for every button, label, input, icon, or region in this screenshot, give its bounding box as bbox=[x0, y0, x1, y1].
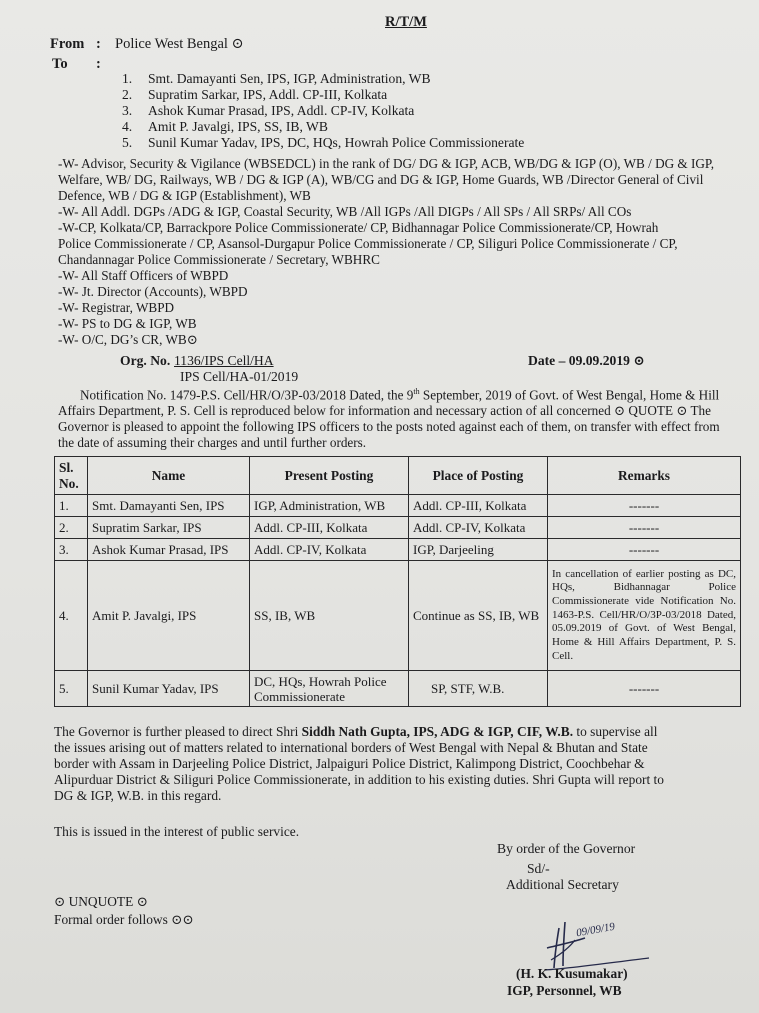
directive-line-3: border with Assam in Darjeeling Police District, Jalpaiguri Police District, Kalimpong District, Coochbehar & bbox=[54, 756, 645, 771]
cell-present: IGP, Administration, WB bbox=[250, 495, 409, 517]
copy-block-2: -W- All Addl. DGPs /ADG & IGP, Coastal Security, WB /All IGPs /All DIGPs / All SPs / All SRPs/ All COs bbox=[58, 204, 632, 219]
from-label: From bbox=[50, 36, 85, 52]
by-order-line: By order of the Governor bbox=[497, 841, 636, 856]
cell-present: DC, HQs, Howrah Police Commissionerate bbox=[250, 671, 409, 707]
table-row bbox=[55, 671, 741, 707]
cell-remarks: In cancellation of earlier posting as DC, HQs, Bidhannagar Police Commissionerate vide Notification No. 1463-P.S. Cell/HR/O/3P-03/2018 Dated, 05.09.2019 of Govt. of West Bengal, Home & Hill Affairs Department, P. S. Cell. bbox=[548, 561, 741, 671]
recipient-3: 3. Ashok Kumar Prasad, IPS, Addl. CP-IV, Kolkata bbox=[122, 103, 415, 118]
cell-name: Smt. Damayanti Sen, IPS bbox=[88, 495, 250, 517]
copy-oc-dgcr: -W- O/C, DG’s CR, WB⊙ bbox=[58, 332, 198, 347]
copy-block-3-line-2: Police Commissionerate / CP, Asansol-Durgapur Police Commissionerate / CP, Siliguri Police Commissionerate / CP, bbox=[58, 236, 678, 251]
additional-secretary-line: Additional Secretary bbox=[506, 877, 619, 892]
recipient-2: 2. Supratim Sarkar, IPS, Addl. CP-III, Kolkata bbox=[122, 87, 388, 102]
notification-line-1: Notification No. 1479-P.S. Cell/HR/O/3P-03/2018 Dated, the 9th September, 2019 of Govt. of West Bengal, Home & Hill bbox=[80, 387, 720, 403]
copy-block-1-line-2: Welfare, WB/ DG, Railways, WB / DG & IGP (A), WB/CG and DG & IGP, Home Guards, WB /Director General of Civil bbox=[58, 172, 704, 187]
cell-present: SS, IB, WB bbox=[250, 561, 409, 671]
cell-place: Addl. CP-IV, Kolkata bbox=[409, 517, 548, 539]
cell-remarks: ------- bbox=[548, 495, 741, 517]
org-no-primary: 1136/IPS Cell/HA bbox=[174, 353, 274, 368]
copy-jt-director: -W- Jt. Director (Accounts), WBPD bbox=[58, 284, 248, 299]
cell-remarks: ------- bbox=[548, 539, 741, 561]
directive-line-5: DG & IGP, W.B. in this regard. bbox=[54, 788, 222, 803]
copy-block-1-line-3: Defence, WB / DG & IGP (Establishment), WB bbox=[58, 188, 311, 203]
unquote-line: ⊙ UNQUOTE ⊙ bbox=[54, 894, 148, 909]
notification-line-3: Governor is pleased to appoint the following IPS officers to the posts noted against each of them, on transfer with effect from bbox=[58, 419, 720, 434]
copy-block-3-line-1: -W-CP, Kolkata/CP, Barrackpore Police Commissionerate/ CP, Bidhannagar Police Commissionerate/CP, Howrah bbox=[58, 220, 659, 235]
directive-line-4: Alipurduar District & Siliguri Police Commissionerate, in addition to his existing duties. Shri Gupta will report to bbox=[54, 772, 664, 787]
from-value: Police West Bengal ⊙ bbox=[115, 36, 244, 52]
cell-sl: 5. bbox=[55, 671, 88, 707]
signatory-name: (H. K. Kusumakar) bbox=[516, 966, 628, 981]
org-date: Date – 09.09.2019 ⊙ bbox=[528, 353, 645, 368]
copy-staff-officers: -W- All Staff Officers of WBPD bbox=[58, 268, 229, 283]
recipient-5: 5. Sunil Kumar Yadav, IPS, DC, HQs, Howrah Police Commissionerate bbox=[122, 135, 525, 150]
header-place-of-posting: Place of Posting bbox=[409, 457, 548, 495]
recipient-1: 1. Smt. Damayanti Sen, IPS, IGP, Administration, WB bbox=[122, 71, 431, 86]
signatory-designation: IGP, Personnel, WB bbox=[507, 983, 622, 998]
org-no-label: Org. No. bbox=[120, 353, 171, 368]
cell-remarks: ------- bbox=[548, 517, 741, 539]
header-remarks: Remarks bbox=[548, 457, 741, 495]
cell-place: Continue as SS, IB, WB bbox=[409, 561, 548, 671]
header-present-posting: Present Posting bbox=[250, 457, 409, 495]
copy-ps-dg: -W- PS to DG & IGP, WB bbox=[58, 316, 197, 331]
cell-remarks: ------- bbox=[548, 671, 741, 707]
cell-sl: 3. bbox=[55, 539, 88, 561]
table-row bbox=[55, 561, 741, 671]
formal-order-line: Formal order follows ⊙⊙ bbox=[54, 912, 194, 927]
table-row bbox=[55, 495, 741, 517]
cell-name: Supratim Sarkar, IPS bbox=[88, 517, 250, 539]
sd-line: Sd/- bbox=[527, 861, 550, 876]
public-service-line: This is issued in the interest of public service. bbox=[54, 824, 300, 839]
directive-line-2: the issues arising out of matters related to international borders of West Bengal with Nepal & Bhutan and State bbox=[54, 740, 648, 755]
cell-sl: 4. bbox=[55, 561, 88, 671]
from-separator: : bbox=[96, 36, 101, 52]
org-no-secondary: IPS Cell/HA-01/2019 bbox=[180, 369, 299, 384]
recipient-4: 4. Amit P. Javalgi, IPS, SS, IB, WB bbox=[122, 119, 328, 134]
table-header-row bbox=[55, 457, 741, 495]
cell-name: Ashok Kumar Prasad, IPS bbox=[88, 539, 250, 561]
cell-name: Amit P. Javalgi, IPS bbox=[88, 561, 250, 671]
cell-place: IGP, Darjeeling bbox=[409, 539, 548, 561]
cell-place: SP, STF, W.B. bbox=[409, 671, 548, 707]
posting-table bbox=[54, 456, 741, 707]
document-code: R/T/M bbox=[385, 14, 427, 30]
table-row bbox=[55, 517, 741, 539]
to-separator: : bbox=[96, 56, 101, 72]
cell-name: Sunil Kumar Yadav, IPS bbox=[88, 671, 250, 707]
header-name: Name bbox=[88, 457, 250, 495]
to-label: To bbox=[52, 56, 68, 72]
cell-place: Addl. CP-III, Kolkata bbox=[409, 495, 548, 517]
notification-line-2: Affairs Department, P. S. Cell is reproduced below for information and necessary action of all concerned ⊙ QUOTE ⊙ The bbox=[58, 403, 711, 418]
cell-present: Addl. CP-III, Kolkata bbox=[250, 517, 409, 539]
copy-block-3-line-3: Chandannagar Police Commissionerate / Secretary, WBHRC bbox=[58, 252, 380, 267]
table-row bbox=[55, 539, 741, 561]
notification-line-4: the date of assuming their charges and until further orders. bbox=[58, 435, 367, 450]
cell-present: Addl. CP-IV, Kolkata bbox=[250, 539, 409, 561]
copy-block-1-line-1: -W- Advisor, Security & Vigilance (WBSEDCL) in the rank of DG/ DG & IGP, ACB, WB/DG & IGP (O), WB / DG & IGP, bbox=[58, 156, 715, 171]
copy-registrar: -W- Registrar, WBPD bbox=[58, 300, 175, 315]
cell-sl: 1. bbox=[55, 495, 88, 517]
cell-sl: 2. bbox=[55, 517, 88, 539]
handwritten-date: 09/09/19 bbox=[575, 920, 616, 940]
directive-line-1: The Governor is further pleased to direct Shri Siddh Nath Gupta, IPS, ADG & IGP, CIF, W.B. to supervise all bbox=[54, 724, 658, 739]
header-sl-no: Sl. No. bbox=[55, 457, 88, 495]
